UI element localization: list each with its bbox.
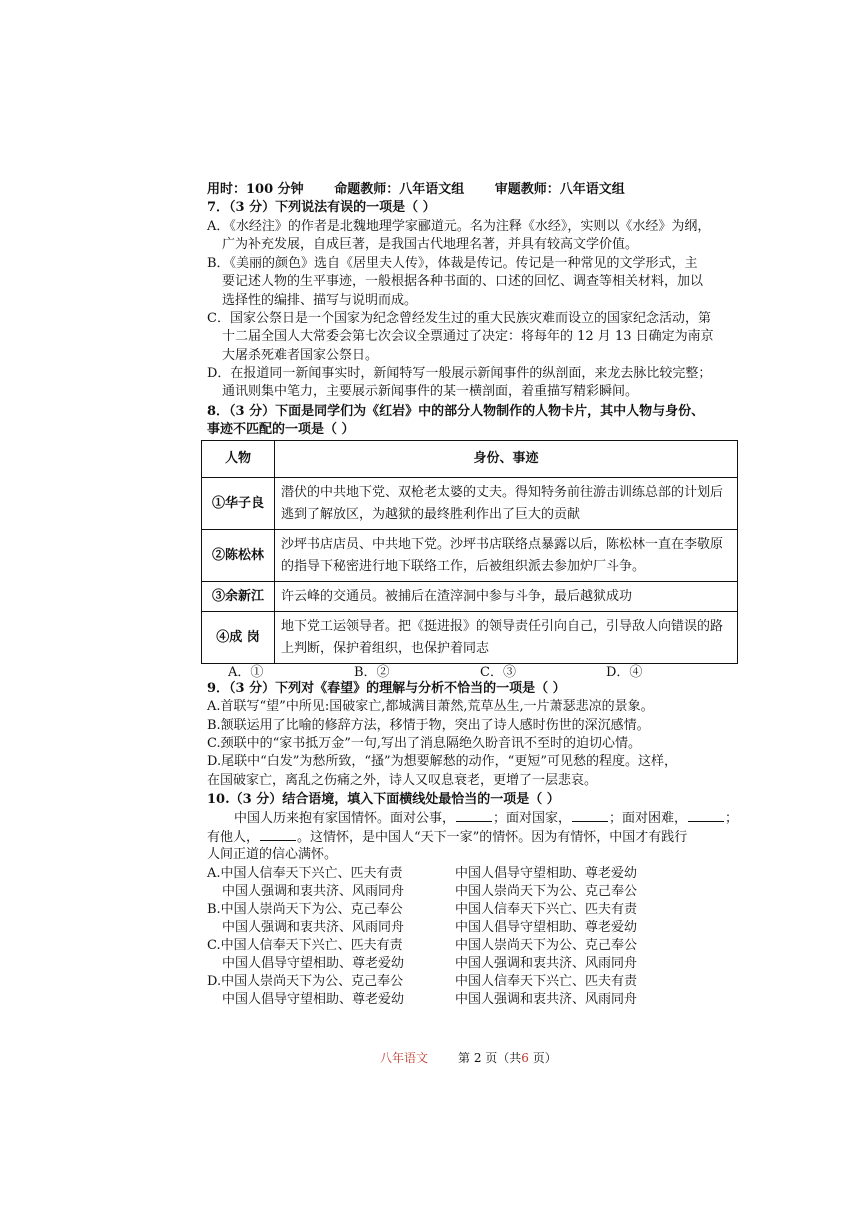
q10-option-c-right2: 中国人强调和衷共济、风雨同舟 (455, 956, 638, 971)
q7-option-c-line2: 十二届全国人大常委会第七次会议全票通过了决定：将每年的 12 月 13 日确定为南京 (222, 329, 714, 344)
character-description: 地下党工运领导者。把《挺进报》的领导责任引向自己，引导敌人向错误的路上判断，保护着组织，也保护着同志 (275, 612, 738, 664)
col-header-description: 身份、事迹 (275, 441, 738, 478)
character-description: 沙坪书店店员、中共地下党。沙坪书店联络点暴露以后，陈松林一直在李敬原的指导下秘密进行地下联络工作，后被组织派去参加炉厂斗争。 (275, 530, 738, 582)
q7-option-a-line1: A．《水经注》的作者是北魏地理学家郦道元。名为注释《水经》，实则以《水经》为纲， (207, 219, 711, 234)
q8-option-c: C．③ (480, 665, 516, 680)
character-description: 许云峰的交通员。被捕后在渣滓洞中参与斗争，最后越狱成功 (275, 582, 738, 612)
q7-option-d-line1: D．在报道同一新闻事实时，新闻特写一般展示新闻事件的纵剖面，来龙去脉比较完整； (207, 366, 712, 381)
q8-title-line2: 事迹不匹配的一项是（ ） (207, 422, 355, 437)
q10-option-b-right1: 中国人信奉天下兴亡、匹夫有责 (455, 902, 638, 917)
answer-blank (260, 828, 296, 841)
q10-option-c-left1: C.中国人信奉天下兴亡、匹夫有责 (207, 938, 403, 953)
answer-blank (572, 809, 608, 822)
character-name: ③余新江 (202, 582, 275, 612)
q10-option-d-left1: D.中国人崇尚天下为公、克己奉公 (207, 974, 404, 989)
q8-option-b: B．② (354, 665, 390, 680)
character-card-table (201, 440, 738, 664)
table-row (202, 612, 738, 664)
character-name: ②陈松林 (202, 530, 275, 582)
q7-option-b-line3: 选择性的编排、描写与说明而成。 (222, 293, 418, 308)
exam-time: 用时：100 分钟 (207, 182, 304, 197)
q10-option-b-right2: 中国人倡导守望相助、尊老爱幼 (455, 920, 638, 935)
character-description: 潜伏的中共地下党、双枪老太婆的丈夫。得知特务前往游击训练总部的计划后逃到了解放区，为越狱的最终胜利作出了巨大的贡献 (275, 478, 738, 530)
exam-author: 命题教师：八年语文组 (334, 182, 465, 197)
q10-option-d-right1: 中国人信奉天下兴亡、匹夫有责 (455, 974, 638, 989)
q10-stem-line1: 中国人历来抱有家国情怀。面对公事， ；面对国家， ；面对困难， ； (234, 811, 739, 826)
q9-option-b: B.颔联运用了比喻的修辞方法，移情于物，突出了诗人感时伤世的深沉感情。 (207, 718, 650, 733)
q7-title: 7．（3 分）下列说法有误的一项是（ ） (207, 200, 436, 215)
q7-option-d-line2: 通讯则集中笔力，主要展示新闻事件的某一横剖面，着重描写精彩瞬间。 (222, 384, 639, 399)
q10-option-d-right2: 中国人强调和衷共济、风雨同舟 (455, 992, 638, 1007)
q10-title: 10.（3 分）结合语境，填入下面横线处最恰当的一项是（ ） (207, 792, 560, 807)
q10-option-b-left1: B.中国人崇尚天下为公、克己奉公 (207, 902, 403, 917)
footer-page-suffix: 页） (528, 1051, 557, 1065)
table-row (202, 530, 738, 582)
answer-blank (456, 809, 492, 822)
q7-option-b-line2: 要记述人物的生平事迹，一般根据各种书面的、口述的回忆、调查等相关材料，加以 (222, 274, 704, 289)
q10-option-a-left2: 中国人强调和衷共济、风雨同舟 (222, 884, 405, 899)
q10-stem-line2: 有他人， 。这情怀，是中国人“天下一家”的情怀。因为有情怀，中国才有践行 (207, 830, 688, 845)
q10-option-c-left2: 中国人倡导守望相助、尊老爱幼 (222, 956, 405, 971)
q8-title-line1: 8．（3 分）下面是同学们为《红岩》中的部分人物制作的人物卡片，其中人物与身份、 (207, 404, 705, 419)
q9-option-a: A.首联写“望”中所见:国破家亡,都城满目萧然,荒草丛生,一片萧瑟悲凉的景象。 (207, 699, 654, 714)
character-name: ④成 岗 (202, 612, 275, 664)
q10-option-c-right1: 中国人崇尚天下为公、克己奉公 (455, 938, 638, 953)
table-header-row (202, 441, 738, 478)
q9-title: 9．（3 分）下列对《春望》的理解与分析不恰当的一项是（ ） (207, 681, 566, 696)
q9-option-d-line2: 在国破家亡，离乱之伤痛之外，诗人又叹息衰老，更增了一层悲哀。 (207, 773, 598, 788)
footer-total-pages: 6 (521, 1051, 529, 1065)
q8-option-d: D．④ (606, 665, 643, 680)
footer-page-prefix: 第 2 页（共 (458, 1051, 522, 1065)
q10-option-a-right2: 中国人崇尚天下为公、克己奉公 (455, 884, 638, 899)
col-header-person: 人物 (202, 441, 275, 478)
character-name: ①华子良 (202, 478, 275, 530)
exam-reviewer: 审题教师：八年语文组 (494, 182, 625, 197)
q9-option-d-line1: D.尾联中“白发”为愁所致，“搔”为想要解愁的动作，“更短”可见愁的程度。这样， (207, 754, 677, 769)
table-row (202, 478, 738, 530)
q7-option-b-line1: B．《美丽的颜色》选自《居里夫人传》，体裁是传记。传记是一种常见的文学形式，主 (207, 256, 698, 271)
answer-blank (688, 809, 724, 822)
footer-subject: 八年语文 (380, 1051, 429, 1065)
exam-header (207, 181, 651, 198)
page-footer (380, 1049, 557, 1066)
table-row (202, 582, 738, 612)
q8-option-a: A．① (228, 665, 264, 680)
q10-option-a-left1: A.中国人信奉天下兴亡、匹夫有责 (207, 866, 403, 881)
q7-option-c-line1: C．国家公祭日是一个国家为纪念曾经发生过的重大民族灾难而设立的国家纪念活动，第 (207, 311, 711, 326)
q10-option-a-right1: 中国人倡导守望相助、尊老爱幼 (455, 866, 638, 881)
q10-stem-line3: 人间正道的信心满怀。 (207, 847, 338, 862)
q7-option-c-line3: 大屠杀死难者国家公祭日。 (222, 348, 379, 363)
q7-option-a-line2: 广为补充发展，自成巨著，是我国古代地理名著，并具有较高文学价值。 (222, 237, 639, 252)
q10-option-b-left2: 中国人强调和衷共济、风雨同舟 (222, 920, 405, 935)
q8-options (228, 661, 738, 680)
q10-option-d-left2: 中国人倡导守望相助、尊老爱幼 (222, 992, 405, 1007)
q9-option-c: C.颈联中的“家书抵万金”一句,写出了消息隔绝久盼音讯不至时的迫切心情。 (207, 736, 642, 751)
